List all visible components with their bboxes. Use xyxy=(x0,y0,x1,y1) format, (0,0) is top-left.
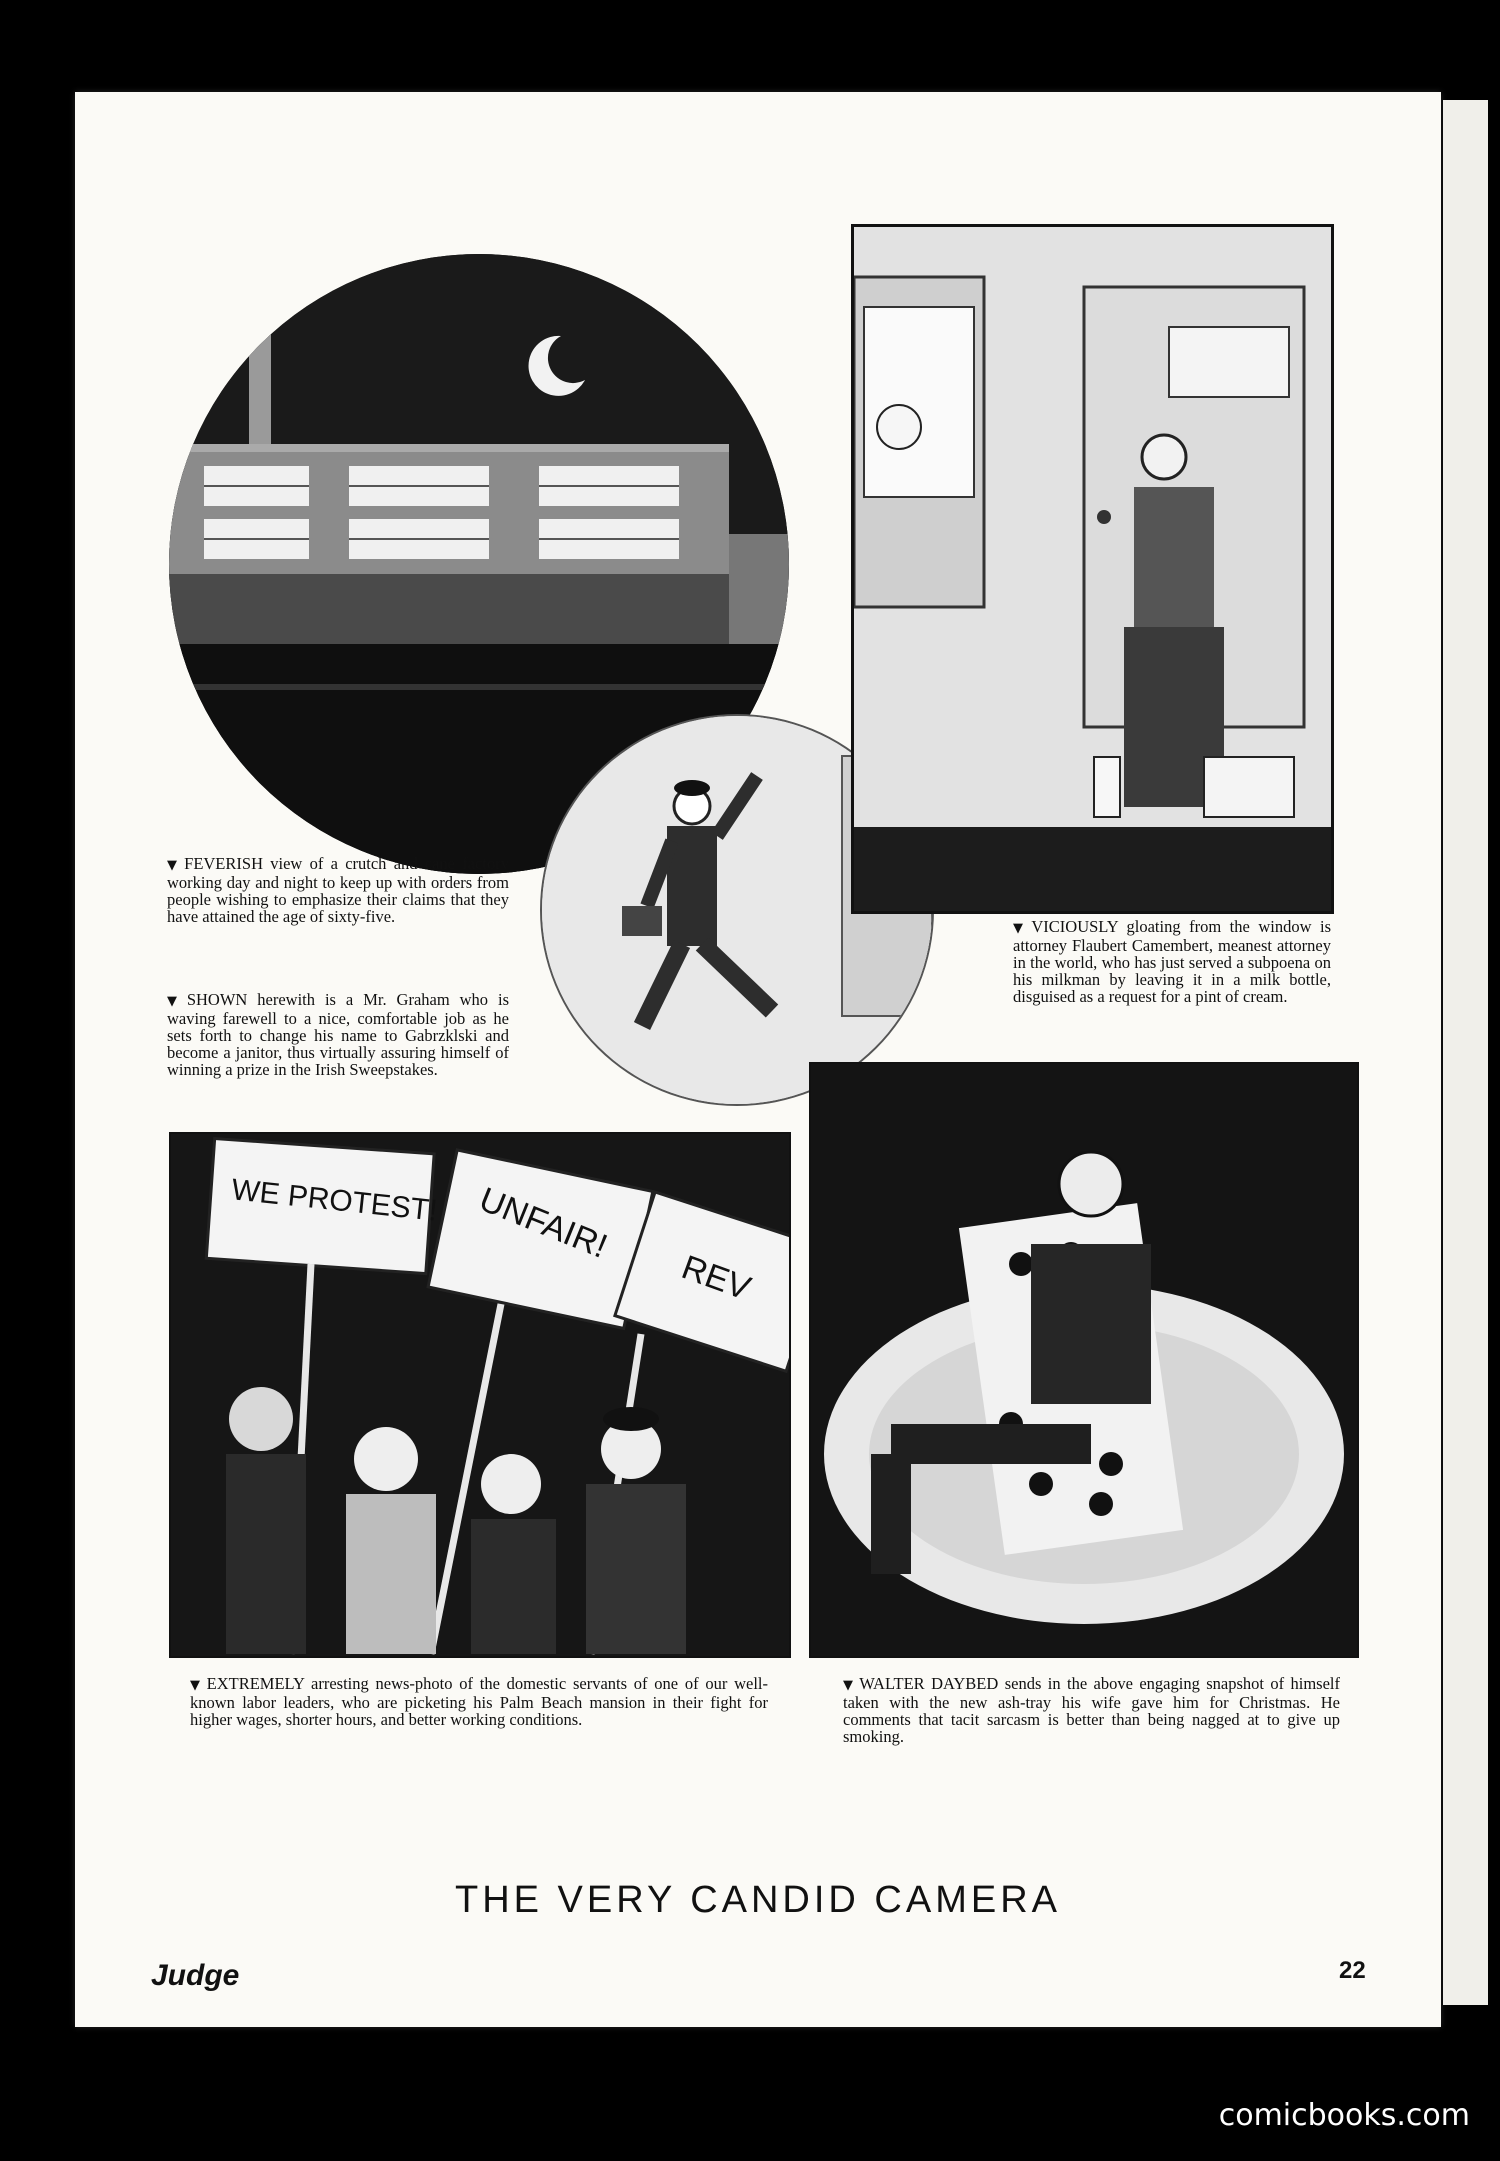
doorstep-milkman-illustration xyxy=(851,224,1334,914)
caption-feverish: ▼ FEVERISH view of a crutch and cane factory working day and night to keep up with orders from people wishing to emphasize their claims that they have attained the age of sixty-five. xyxy=(167,854,509,926)
page-number: 22 xyxy=(1339,1957,1366,1984)
caption-shown: ▼ SHOWN herewith is a Mr. Graham who is waving farewell to a nice, comfortable job as he sets forth to change his name to Gabrzklski and become a janitor, thus virtually assuring himself of winning a prize in the Irish Sweepstakes. xyxy=(167,990,509,1079)
sign-we-protest-text: WE PROTEST! xyxy=(229,1173,439,1228)
magazine-page xyxy=(75,92,1441,2027)
down-triangle-icon: ▼ xyxy=(843,1678,856,1693)
sign-unfair-text: UNFAIR! xyxy=(473,1180,613,1266)
picket-line-illustration xyxy=(169,1132,791,1658)
watermark: comicbooks.com xyxy=(1218,2098,1470,2133)
ashtray-chair-illustration xyxy=(809,1062,1359,1658)
caption-viciously: ▼ VICIOUSLY gloating from the window is attorney Flaubert Camembert, meanest attorney in the world, who has just served a subpoena on his milkman by leaving it in a milk bottle, disguised as a request for a pint of cream. xyxy=(1013,917,1331,1006)
down-triangle-icon: ▼ xyxy=(190,1678,203,1693)
page-title: THE VERY CANDID CAMERA xyxy=(454,1879,1062,1921)
down-triangle-icon: ▼ xyxy=(1013,921,1028,936)
caption-extremely: ▼ EXTREMELY arresting news-photo of the domestic servants of one of our well-known labor leaders, who are picketing his Palm Beach mansion in their fight for higher wages, shorter hours, and better working conditions. xyxy=(190,1674,768,1729)
down-triangle-icon: ▼ xyxy=(167,994,183,1009)
next-page-edge xyxy=(1443,100,1488,2005)
caption-walter: ▼ WALTER DAYBED sends in the above engaging snapshot of himself taken with the new ash-tray his wife gave him for Christmas. He comments that tacit sarcasm is better than being nagged at to give up smoking. xyxy=(843,1674,1341,1746)
sign-rev-text: REV xyxy=(676,1248,756,1308)
down-triangle-icon: ▼ xyxy=(167,858,181,873)
magazine-brand: Judge xyxy=(151,1959,240,1992)
